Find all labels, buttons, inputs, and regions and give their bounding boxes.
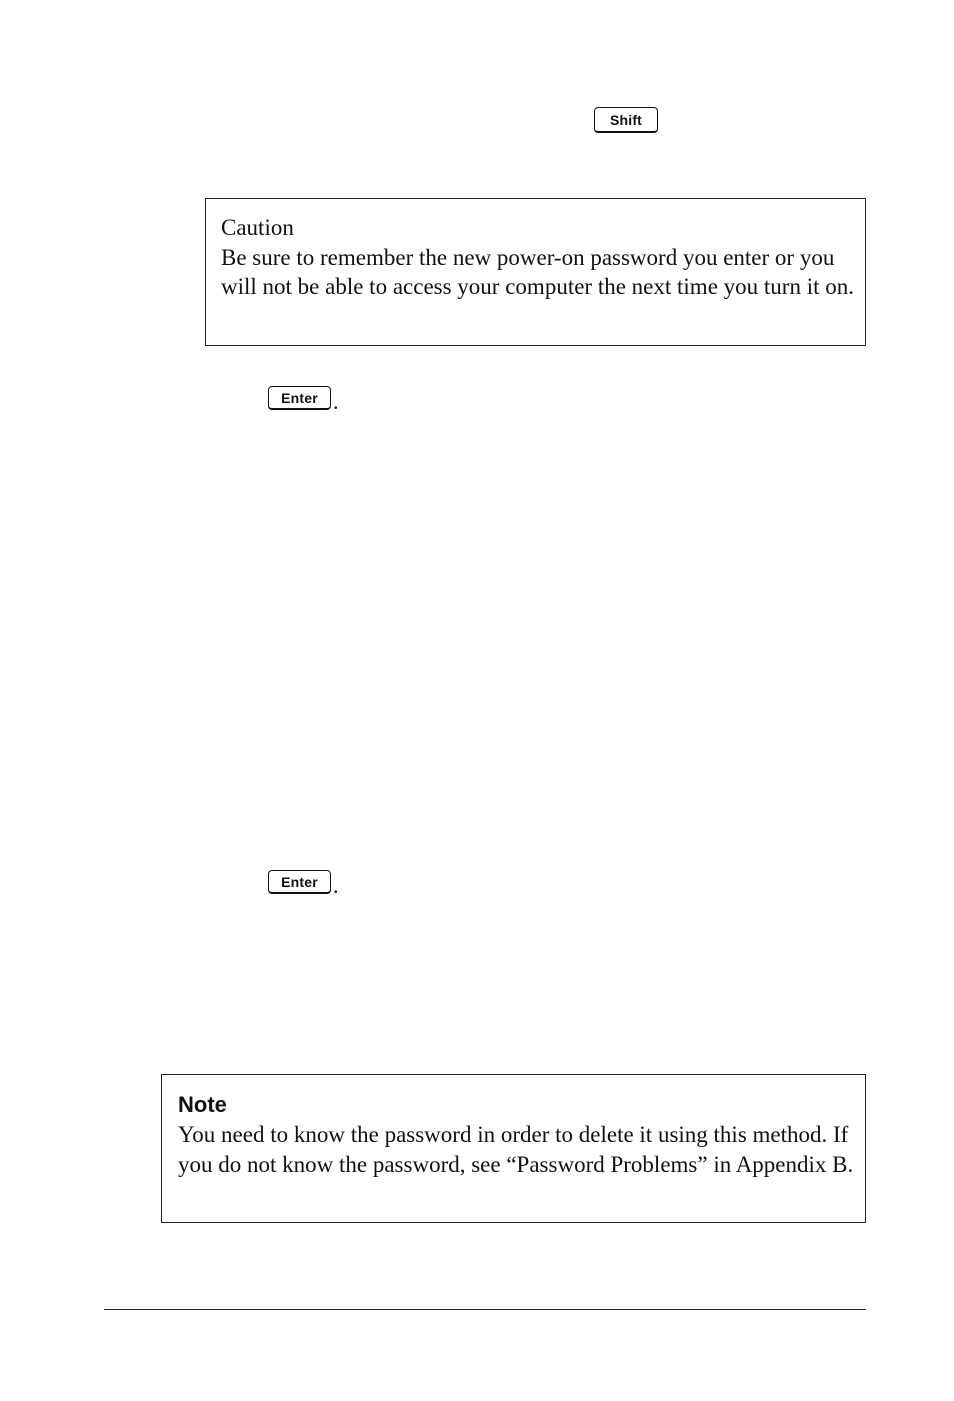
note-title: Note [178, 1092, 227, 1117]
enter-key-icon [268, 386, 331, 410]
sentence-period: . [333, 389, 339, 414]
enter-key-label: Enter [281, 389, 318, 406]
sentence-period: . [333, 873, 339, 898]
footer-divider [104, 1309, 866, 1310]
shift-key-icon [594, 107, 658, 133]
caution-box [205, 198, 866, 346]
enter-key-icon [268, 870, 331, 894]
note-box [161, 1074, 866, 1223]
caution-text: Be sure to remember the new power-on password you enter or you will not be able to access your computer the next time you turn it on. [221, 245, 854, 299]
enter-key-label: Enter [281, 873, 318, 890]
note-text: You need to know the password in order to delete it using this method. If you do not know the password, see “Password Problems” in Appendix B. [178, 1122, 854, 1177]
shift-key-label: Shift [609, 111, 643, 128]
caution-title: Caution [221, 215, 294, 240]
